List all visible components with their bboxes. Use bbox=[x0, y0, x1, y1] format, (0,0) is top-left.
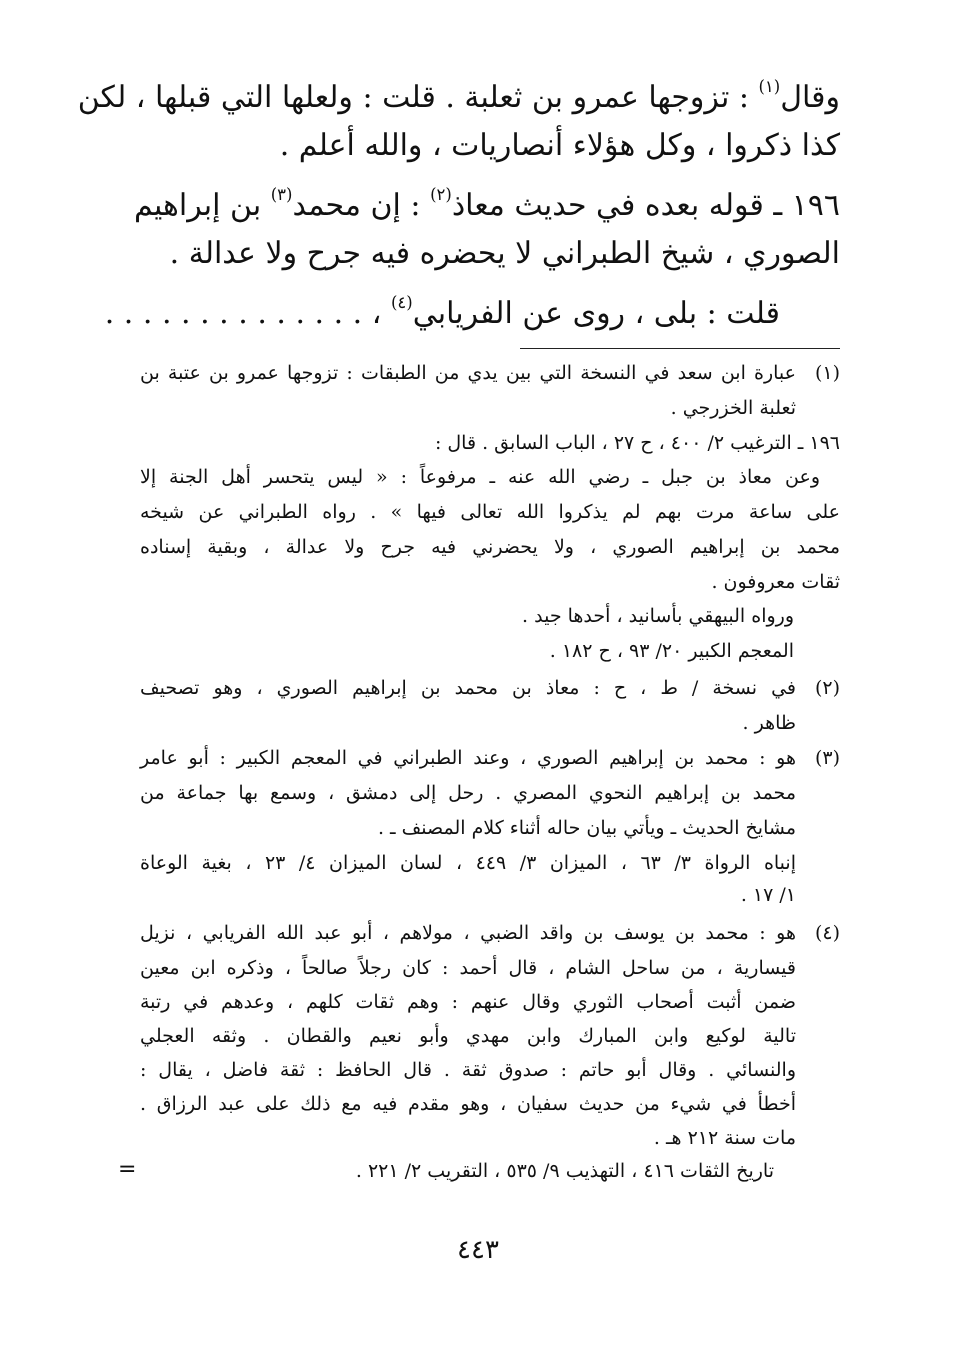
footnote-ref-2[interactable]: (٢) bbox=[430, 185, 452, 205]
footnote-1-number: (١) bbox=[814, 362, 840, 384]
continuation-marker: = bbox=[118, 1157, 137, 1182]
main-line-2: كذا ذكروا ، وكل هؤلاء أنصاريات ، والله أعلم . bbox=[279, 128, 840, 163]
footnote-4-line-7: مات سنة ٢١٢ هـ . bbox=[653, 1127, 796, 1149]
note-196-line-6: ورواه البيهقي بأسانيد ، أحدها جيد . bbox=[522, 605, 794, 627]
footnote-3-line-3: مشايخ الحديث ـ ويأتي بيان حاله أثناء كلام المصنف ـ . bbox=[377, 817, 796, 839]
footnote-3-number: (٣) bbox=[814, 747, 840, 769]
footnote-4-line-5: والنسائي . وقال أبو حاتم : صدوق ثقة . قال الحافظ : ثقة فاضل ، يقال : bbox=[140, 1059, 796, 1081]
main-line-3: ١٩٦ ـ قوله بعده في حديث معاذ$^{(٢)}$ : إن محمد$^{(٣)}$ بن إبراهيم bbox=[134, 185, 840, 223]
footnote-4-line-2: قيسارية ، من ساحل الشام ، قال أحمد : كان رجلاً صالحاً ، وذكره ابن معين bbox=[140, 957, 796, 979]
footnote-4-line-6: أخطأ في شيء من حديث سفيان ، وهو مقدم فيه مع ذلك على عبد الرزاق . bbox=[140, 1093, 796, 1115]
main-line-1: وقال$^{(١)}$ : تزوجها عمرو بن ثعلبة . قلت : ولعلها التي قبلها ، لكن bbox=[77, 77, 840, 115]
note-196-line-1: ١٩٦ ـ الترغيب ٢/ ٤٠٠ ، ح ٢٧ ، الباب السابق . قال : bbox=[434, 432, 840, 454]
footnote-2-line-2: ظاهر . bbox=[742, 712, 796, 734]
main-line-5: قلت : بلى ، روى عن الفريابي$^{(٤)}$ ، . . . . . . . . . . . . . . bbox=[104, 293, 780, 331]
footnote-2-number: (٢) bbox=[814, 677, 840, 699]
footnote-ref-1[interactable]: (١) bbox=[758, 77, 781, 97]
footnote-1-line-2: ثعلبة الخزرجي . bbox=[670, 397, 796, 419]
note-196-line-5: ثقات معروفون . bbox=[711, 571, 840, 593]
page-number: ٤٤٣ bbox=[457, 1235, 499, 1265]
note-196-line-4: محمد بن إبراهيم الصوري ، ولا يحضرني فيه جرح ولا عدالة ، وبقية إسناده bbox=[140, 536, 840, 558]
note-196-line-3: على ساعة مرت بهم لم يذكروا الله تعالى فيها » . رواه الطبراني عن شيخه bbox=[140, 501, 840, 523]
footnote-4-line-8: تاريخ الثقات ٤١٦ ، التهذيب ٩/ ٥٣٥ ، التقريب ٢/ ٢٢١ . bbox=[355, 1160, 774, 1182]
footnote-3-line-2: محمد بن إبراهيم النحوي المصري . رحل إلى دمشق ، وسمع بها جماعة من bbox=[140, 782, 796, 804]
footnote-4-number: (٤) bbox=[814, 922, 840, 944]
footnote-3-line-5: ١/ ١٧ . bbox=[740, 884, 796, 906]
footnote-4-line-4: تالية لوكيع وابن المبارك وابن مهدي وأبو نعيم والقطان . وثقه العجلي bbox=[140, 1025, 796, 1047]
note-196-line-7: المعجم الكبير ٢٠/ ٩٣ ، ح ١٨٢ . bbox=[549, 640, 794, 662]
footnote-separator bbox=[520, 348, 840, 349]
footnote-2-line-1: (٢) في نسخة / ط ، ح : معاذ بن محمد بن إبراهيم الصوري ، وهو تصحيف bbox=[140, 677, 840, 699]
note-196-line-2: وعن معاذ بن جبل ـ رضي الله عنه ـ مرفوعاً : « ليس يتحسر أهل الجنة إلا bbox=[140, 466, 820, 488]
main-line-4: الصوري ، شيخ الطبراني لا يحضره فيه جرح ولا عدالة . bbox=[169, 236, 840, 271]
footnote-3-line-4: إنباه الرواة ٣/ ٦٣ ، الميزان ٣/ ٤٤٩ ، لسان الميزان ٤/ ٢٣ ، بغية الوعاة bbox=[140, 852, 796, 874]
footnote-4-line-1: (٤) هو : محمد بن يوسف بن واقد الضبي ، مولاهم ، أبو عبد الله الفريابي ، نزيل bbox=[140, 922, 840, 944]
footnote-4-line-3: ضمن أثبت أصحاب الثوري وقال عنهم : وهم ثقات كلهم ، وعدهم في رتبة bbox=[140, 991, 796, 1013]
footnote-ref-4[interactable]: (٤) bbox=[390, 293, 413, 313]
ellipsis-dots: . . . . . . . . . . . . . . bbox=[104, 296, 363, 331]
footnote-1-line-1: (١) عبارة ابن سعد في النسخة التي بين يدي من الطبقات : تزوجها عمرو بن عتبة بن bbox=[140, 362, 840, 384]
footnote-3-line-1: (٣) هو : محمد بن إبراهيم الصوري ، وعند الطبراني في المعجم الكبير : أبو عامر bbox=[140, 747, 840, 769]
footnote-ref-3[interactable]: (٣) bbox=[270, 185, 293, 205]
